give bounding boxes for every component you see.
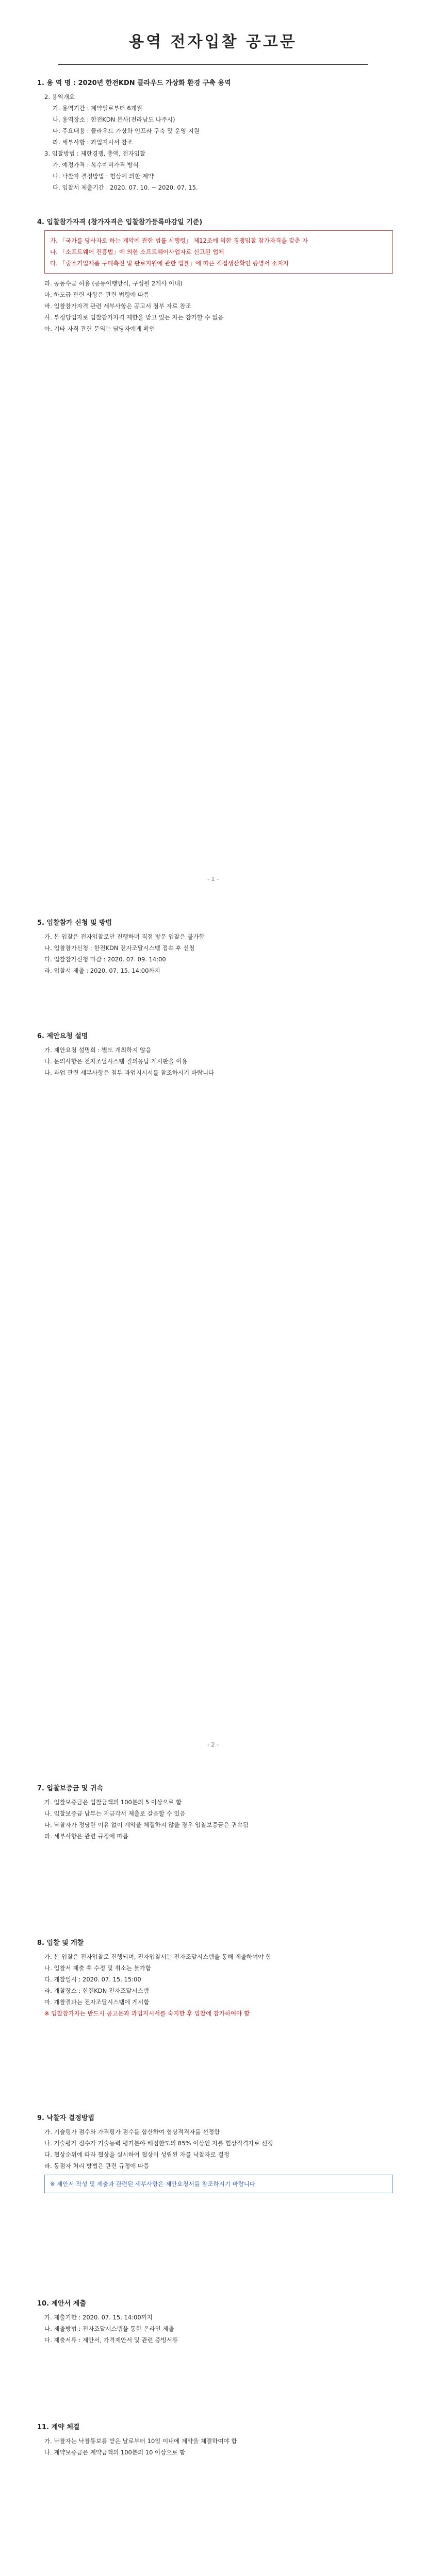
section-heading: 9. 낙찰자 결정방법 (37, 2114, 94, 2122)
text-line: 나. 낙찰자 결정방법 : 협상에 의한 계약 (53, 173, 154, 180)
text-line: 라. 개찰장소 : 한전KDN 전자조달시스템 (44, 1987, 149, 1994)
eligibility-notice (44, 230, 393, 274)
text-line: 가. 제안요청 설명회 : 별도 개최하지 않음 (44, 1046, 152, 1054)
section-bid-opening (37, 1937, 393, 2019)
text-line: 라. 입찰서 제출 : 2020. 07. 15. 14:00까지 (44, 967, 160, 974)
text-line: 나. 문의사항은 전자조달시스템 질의응답 게시판을 이용 (44, 1058, 188, 1065)
text-line: 아. 기타 자격 관련 문의는 담당자에게 확인 (44, 325, 155, 332)
text-line: 라. 공동수급 허용 (공동이행방식, 구성원 2개사 이내) (44, 280, 183, 287)
text-line: 라. 동점자 처리 방법은 관련 규정에 따름 (44, 2162, 150, 2170)
text-line: 사. 부정당업자로 입찰참가자격 제한을 받고 있는 자는 참가할 수 없음 (44, 314, 224, 321)
text-line: 다. 제출서류 : 제안서, 가격제안서 및 관련 증빙서류 (44, 2336, 178, 2344)
section-eligibility (37, 216, 393, 334)
text-line: 마. 개찰결과는 전자조달시스템에 게시함 (44, 1998, 150, 2006)
text-line: 바. 입찰참가자격 관련 세부사항은 공고서 첨부 자료 참조 (44, 302, 191, 310)
text-line: 나. 용역장소 : 한전KDN 본사(전라남도 나주시) (53, 116, 175, 123)
section-bid-bond (37, 1783, 393, 1842)
section-proposal-briefing (37, 1030, 393, 1078)
section-heading: 4. 입찰참가자격 (참가자격은 입찰참가등록마감일 기준) (37, 218, 203, 226)
text-line: 가. 제출기한 : 2020. 07. 15. 14:00까지 (44, 2314, 153, 2321)
text-line: 가. 기술평가 점수와 가격평가 점수를 합산하여 협상적격자를 선정함 (44, 2128, 220, 2136)
text-line: 나. 계약보증금은 계약금액의 100분의 10 이상으로 함 (44, 2449, 186, 2456)
text-line: 다. 협상순위에 따라 협상을 실시하여 협상이 성립된 자를 낙찰자로 결정 (44, 2151, 230, 2158)
text-line: 다. 주요내용 : 클라우드 가상화 인프라 구축 및 운영 지원 (53, 127, 200, 134)
text-line: 다. 과업 관련 세부사항은 첨부 과업지시서를 참조하시기 바랍니다 (44, 1069, 215, 1076)
section-heading: 8. 입찰 및 개찰 (37, 1939, 84, 1947)
text-line: 다. 입찰서 제출기간 : 2020. 07. 10. ~ 2020. 07. 15. (53, 184, 198, 191)
text-line: 2. 용역개요 (44, 93, 75, 100)
page-number: - 2 - (207, 1741, 219, 1748)
text-line: 나. 제출방법 : 전자조달시스템을 통한 온라인 제출 (44, 2325, 174, 2332)
text-line: 나. 입찰참가신청 : 한전KDN 전자조달시스템 접속 후 신청 (44, 944, 195, 952)
proposal-notice (44, 2175, 393, 2193)
text-line: 가. 「국가를 당사자로 하는 계약에 관한 법률 시행령」 제12조에 의한 경쟁입찰 참가자격을 갖춘 자 (50, 237, 308, 244)
text-line: 가. 용역기간 : 계약일로부터 6개월 (53, 105, 142, 112)
section-heading: 6. 제안요청 설명 (37, 1032, 88, 1040)
text-line: 가. 본 입찰은 전자입찰로 진행되며, 전자입찰서는 전자조달시스템을 통해 제출하여야 함 (44, 1953, 272, 1960)
text-line: 다. 개찰일시 : 2020. 07. 15. 15:00 (44, 1976, 141, 1983)
text-line: 나. 입찰서 제출 후 수정 및 취소는 불가함 (44, 1964, 151, 1972)
text-line: 가. 낙찰자는 낙찰통보를 받은 날로부터 10일 이내에 계약을 체결하여야 함 (44, 2437, 237, 2445)
text-line: 라. 세부사항 : 과업지시서 참조 (53, 139, 133, 146)
section-heading: 5. 입찰참가 신청 및 방법 (37, 919, 112, 927)
text-line: 다. 입찰참가신청 마감 : 2020. 07. 09. 14:00 (44, 956, 166, 963)
section-award (37, 2112, 393, 2196)
text-line: 라. 세부사항은 관련 규정에 따름 (44, 1833, 128, 1840)
section-contract (37, 2421, 393, 2458)
section-heading: 11. 계약 체결 (37, 2424, 80, 2431)
page-number: - 1 - (207, 876, 219, 883)
text-line: ※ 입찰참가자는 반드시 공고문과 과업지시서를 숙지한 후 입찰에 참가하여야 함 (44, 2010, 250, 2017)
text-line: 3. 입찰방법 : 제한경쟁, 총액, 전자입찰 (44, 150, 145, 157)
section-proposal-submission (37, 2298, 393, 2346)
title-divider (58, 64, 368, 65)
text-line: 가. 예정가격 : 복수예비가격 방식 (53, 161, 139, 168)
section-overview (37, 77, 393, 193)
text-line: 마. 하도급 관련 사항은 관련 법령에 따름 (44, 291, 150, 298)
text-line: 나. 입찰보증금 납부는 지급각서 제출로 갈음할 수 있음 (44, 1810, 186, 1817)
text-line: 나. 「소프트웨어 진흥법」에 의한 소프트웨어사업자로 신고된 업체 (50, 248, 224, 256)
text-line: 가. 입찰보증금은 입찰금액의 100분의 5 이상으로 함 (44, 1799, 182, 1806)
document-title: 용역 전자입찰 공고문 (129, 33, 297, 51)
section-heading: 10. 제안서 제출 (37, 2300, 86, 2308)
section-heading: 7. 입찰보증금 및 귀속 (37, 1785, 104, 1792)
section-heading: 1. 용 역 명 : 2020년 한전KDN 클라우드 가상화 환경 구축 용역 (37, 79, 231, 87)
text-line: ※ 제안서 작성 및 제출과 관련된 세부사항은 제안요청서를 참조하시기 바랍니다 (50, 2180, 256, 2188)
text-line: 가. 본 입찰은 전자입찰로만 진행하며 직접 방문 입찰은 불가함 (44, 933, 205, 940)
section-registration (37, 917, 393, 976)
text-line: 다. 「중소기업제품 구매촉진 및 판로지원에 관한 법률」에 따른 직접생산확인 증명서 소지자 (50, 260, 289, 267)
text-line: 다. 낙찰자가 정당한 이유 없이 계약을 체결하지 않을 경우 입찰보증금은 귀속됨 (44, 1821, 249, 1828)
text-line: 나. 기술평가 점수가 기술능력 평가분야 배점한도의 85% 이상인 자를 협상적격자로 선정 (44, 2140, 273, 2147)
